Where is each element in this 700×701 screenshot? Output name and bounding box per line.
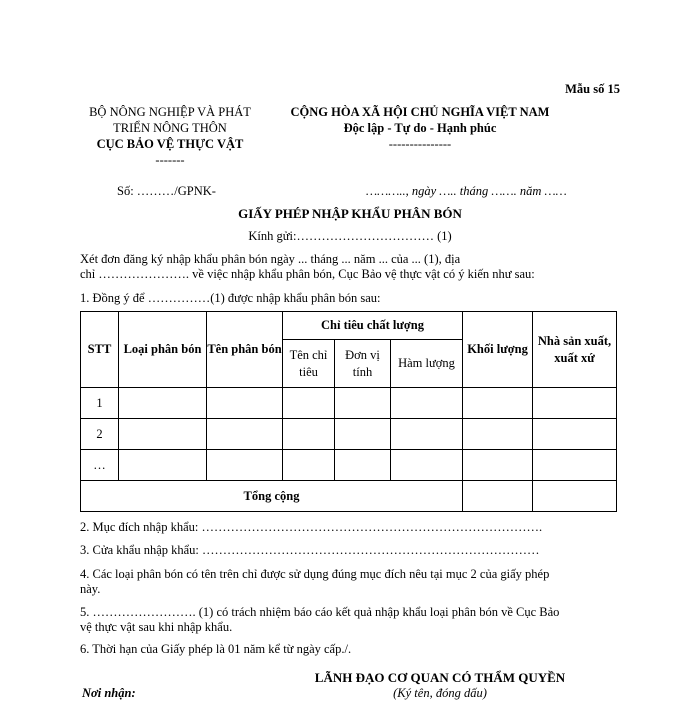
header-right	[270, 104, 570, 152]
header-fertilizer-name: Tên phân bón	[207, 312, 283, 388]
item-3: 3. Cửa khẩu nhập khẩu: ………………………………………………………………………	[80, 543, 540, 557]
header-fertilizer-type: Loại phân bón	[119, 312, 207, 388]
row-stt: 1	[81, 388, 119, 419]
header-indicator-name: Tên chỉ tiêu	[283, 340, 335, 388]
table-cell	[207, 450, 283, 481]
header-left-separator: -------	[155, 153, 185, 167]
table-cell	[463, 388, 533, 419]
item-4-line-1: 4. Các loại phân bón có tên trên chỉ được sử dụng đúng mục đích nêu tại mục 2 của giấy phép	[80, 567, 550, 581]
table-cell	[335, 450, 391, 481]
table-cell	[119, 388, 207, 419]
intro-line-2: chỉ …………………. về việc nhập khẩu phân bón, Cục Bảo vệ thực vật có ý kiến như sau:	[80, 267, 535, 281]
table-row	[81, 388, 617, 419]
row-stt: …	[81, 450, 119, 481]
item-2: 2. Mục đích nhập khẩu: ……………………………………………………………………….	[80, 520, 543, 534]
table-total-row	[81, 481, 617, 512]
table-cell	[533, 419, 617, 450]
table-cell	[283, 419, 335, 450]
table-cell	[533, 450, 617, 481]
header-content: Hàm lượng	[391, 340, 463, 388]
total-volume-cell	[463, 481, 533, 512]
table-cell	[463, 419, 533, 450]
table-cell	[463, 450, 533, 481]
ministry-line2: TRIỂN NÔNG THÔN	[113, 121, 227, 135]
total-label: Tổng cộng	[81, 481, 463, 512]
country-name: CỘNG HÒA XÃ HỘI CHỦ NGHĨA VIỆT NAM	[290, 105, 550, 119]
table-cell	[283, 450, 335, 481]
table-cell	[119, 450, 207, 481]
intro-line-1: Xét đơn đăng ký nhập khẩu phân bón ngày ... tháng ... năm ... của ... (1), địa	[80, 252, 461, 266]
document-title: GIẤY PHÉP NHẬP KHẨU PHÂN BÓN	[238, 206, 462, 221]
header-unit: Đơn vị tính	[335, 340, 391, 388]
table-row	[81, 450, 617, 481]
national-motto: Độc lập - Tự do - Hạnh phúc	[343, 121, 497, 135]
signer-note: (Ký tên, đóng dấu)	[393, 686, 487, 700]
table-cell	[533, 388, 617, 419]
item-4-line-2: này.	[80, 582, 101, 596]
header-left	[70, 104, 270, 168]
item-5-line-1: 5. ……………………. (1) có trách nhiệm báo cáo kết quả nhập khẩu loại phân bón về Cục Bảo	[80, 605, 560, 619]
table-cell	[207, 388, 283, 419]
table-cell	[335, 388, 391, 419]
row-stt: 2	[81, 419, 119, 450]
form-number: Mẫu số 15	[565, 82, 620, 96]
item-5-line-2: vệ thực vật sau khi nhập khẩu.	[80, 620, 233, 634]
recipient-line: Kính gửi:…………………………… (1)	[248, 229, 452, 243]
table-cell	[207, 419, 283, 450]
header-stt: STT	[81, 312, 119, 388]
item-1: 1. Đồng ý để ……………(1) được nhập khẩu phân bón sau:	[80, 291, 381, 305]
table-cell	[391, 388, 463, 419]
fertilizer-table	[80, 311, 617, 512]
recipients-label: Nơi nhận:	[82, 686, 136, 700]
table-cell	[391, 419, 463, 450]
table-cell	[391, 450, 463, 481]
issue-date: ……….., ngày ….. tháng ……. năm ……	[366, 184, 567, 198]
ministry-line1: BỘ NÔNG NGHIỆP VÀ PHÁT	[89, 105, 251, 119]
table-row	[81, 419, 617, 450]
header-right-separator: ---------------	[388, 137, 452, 151]
header-volume: Khối lượng	[463, 312, 533, 388]
permit-number: Số: ………/GPNK-	[117, 184, 216, 198]
department-name: CỤC BẢO VỆ THỰC VẬT	[96, 137, 244, 151]
header-quality-criteria: Chỉ tiêu chất lượng	[283, 312, 463, 340]
header-producer-origin: Nhà sản xuất, xuất xứ	[533, 312, 617, 388]
table-cell	[119, 419, 207, 450]
table-cell	[335, 419, 391, 450]
total-producer-cell	[533, 481, 617, 512]
table-cell	[283, 388, 335, 419]
signer-title: LÃNH ĐẠO CƠ QUAN CÓ THẨM QUYỀN	[314, 670, 566, 685]
item-6: 6. Thời hạn của Giấy phép là 01 năm kể từ ngày cấp./.	[80, 642, 352, 656]
